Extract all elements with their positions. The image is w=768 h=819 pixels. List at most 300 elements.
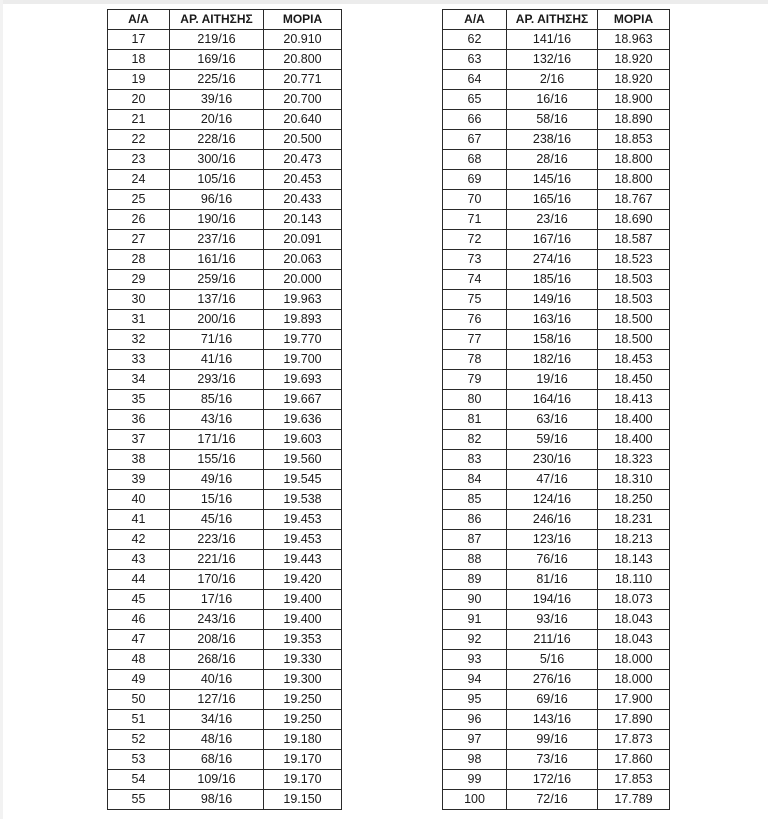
cell-points: 18.453 bbox=[598, 350, 670, 370]
table-row bbox=[443, 770, 670, 790]
table-row bbox=[443, 750, 670, 770]
cell-points: 18.413 bbox=[598, 390, 670, 410]
page-left-edge bbox=[0, 0, 3, 819]
cell-serial-number: 47 bbox=[108, 630, 170, 650]
cell-serial-number: 91 bbox=[443, 610, 507, 630]
cell-serial-number: 35 bbox=[108, 390, 170, 410]
table-row bbox=[108, 90, 342, 110]
table-row bbox=[108, 790, 342, 810]
cell-application-number: 161/16 bbox=[170, 250, 264, 270]
cell-points: 19.538 bbox=[264, 490, 342, 510]
cell-serial-number: 79 bbox=[443, 370, 507, 390]
cell-points: 19.560 bbox=[264, 450, 342, 470]
table-row bbox=[108, 290, 342, 310]
cell-serial-number: 33 bbox=[108, 350, 170, 370]
cell-points: 19.453 bbox=[264, 530, 342, 550]
cell-points: 18.143 bbox=[598, 550, 670, 570]
cell-serial-number: 84 bbox=[443, 470, 507, 490]
cell-serial-number: 75 bbox=[443, 290, 507, 310]
cell-serial-number: 62 bbox=[443, 30, 507, 50]
cell-points: 17.890 bbox=[598, 710, 670, 730]
cell-points: 19.603 bbox=[264, 430, 342, 450]
cell-serial-number: 27 bbox=[108, 230, 170, 250]
cell-serial-number: 36 bbox=[108, 410, 170, 430]
cell-application-number: 98/16 bbox=[170, 790, 264, 810]
cell-application-number: 127/16 bbox=[170, 690, 264, 710]
cell-application-number: 105/16 bbox=[170, 170, 264, 190]
table-row bbox=[108, 330, 342, 350]
cell-serial-number: 20 bbox=[108, 90, 170, 110]
cell-application-number: 23/16 bbox=[507, 210, 598, 230]
cell-points: 19.400 bbox=[264, 610, 342, 630]
header-serial-number: Α/Α bbox=[108, 10, 170, 30]
cell-points: 18.963 bbox=[598, 30, 670, 50]
cell-application-number: 49/16 bbox=[170, 470, 264, 490]
cell-points: 19.893 bbox=[264, 310, 342, 330]
table-row bbox=[443, 210, 670, 230]
cell-serial-number: 63 bbox=[443, 50, 507, 70]
cell-points: 17.789 bbox=[598, 790, 670, 810]
cell-application-number: 163/16 bbox=[507, 310, 598, 330]
cell-points: 18.500 bbox=[598, 330, 670, 350]
table-row bbox=[108, 430, 342, 450]
cell-serial-number: 98 bbox=[443, 750, 507, 770]
cell-points: 20.143 bbox=[264, 210, 342, 230]
table-row bbox=[443, 590, 670, 610]
cell-application-number: 45/16 bbox=[170, 510, 264, 530]
cell-points: 18.110 bbox=[598, 570, 670, 590]
cell-application-number: 219/16 bbox=[170, 30, 264, 50]
cell-points: 18.250 bbox=[598, 490, 670, 510]
cell-points: 19.250 bbox=[264, 690, 342, 710]
cell-serial-number: 82 bbox=[443, 430, 507, 450]
cell-serial-number: 24 bbox=[108, 170, 170, 190]
table-row bbox=[108, 410, 342, 430]
cell-serial-number: 52 bbox=[108, 730, 170, 750]
cell-application-number: 172/16 bbox=[507, 770, 598, 790]
cell-points: 18.920 bbox=[598, 70, 670, 90]
cell-application-number: 164/16 bbox=[507, 390, 598, 410]
cell-serial-number: 67 bbox=[443, 130, 507, 150]
cell-points: 18.800 bbox=[598, 170, 670, 190]
cell-application-number: 259/16 bbox=[170, 270, 264, 290]
table-row bbox=[443, 450, 670, 470]
table-row bbox=[108, 530, 342, 550]
table-row bbox=[108, 730, 342, 750]
cell-points: 19.353 bbox=[264, 630, 342, 650]
cell-serial-number: 22 bbox=[108, 130, 170, 150]
cell-points: 18.400 bbox=[598, 430, 670, 450]
table-row bbox=[108, 250, 342, 270]
cell-application-number: 208/16 bbox=[170, 630, 264, 650]
cell-application-number: 2/16 bbox=[507, 70, 598, 90]
cell-serial-number: 32 bbox=[108, 330, 170, 350]
cell-application-number: 59/16 bbox=[507, 430, 598, 450]
cell-application-number: 167/16 bbox=[507, 230, 598, 250]
cell-points: 18.523 bbox=[598, 250, 670, 270]
cell-application-number: 293/16 bbox=[170, 370, 264, 390]
table-row bbox=[443, 130, 670, 150]
cell-application-number: 34/16 bbox=[170, 710, 264, 730]
table-row bbox=[108, 750, 342, 770]
table-row bbox=[108, 310, 342, 330]
cell-serial-number: 90 bbox=[443, 590, 507, 610]
table-row bbox=[108, 630, 342, 650]
cell-points: 20.800 bbox=[264, 50, 342, 70]
table-row bbox=[443, 70, 670, 90]
table-row bbox=[443, 170, 670, 190]
cell-serial-number: 70 bbox=[443, 190, 507, 210]
cell-points: 19.636 bbox=[264, 410, 342, 430]
cell-points: 20.771 bbox=[264, 70, 342, 90]
cell-points: 20.091 bbox=[264, 230, 342, 250]
cell-serial-number: 40 bbox=[108, 490, 170, 510]
cell-application-number: 165/16 bbox=[507, 190, 598, 210]
table-row bbox=[443, 550, 670, 570]
table-row bbox=[108, 110, 342, 130]
cell-serial-number: 46 bbox=[108, 610, 170, 630]
cell-application-number: 170/16 bbox=[170, 570, 264, 590]
table-row bbox=[108, 210, 342, 230]
cell-serial-number: 92 bbox=[443, 630, 507, 650]
cell-points: 18.310 bbox=[598, 470, 670, 490]
table-row bbox=[443, 430, 670, 450]
cell-serial-number: 68 bbox=[443, 150, 507, 170]
ranking-table-right bbox=[442, 9, 670, 810]
cell-points: 18.900 bbox=[598, 90, 670, 110]
cell-serial-number: 25 bbox=[108, 190, 170, 210]
table-row bbox=[443, 190, 670, 210]
cell-serial-number: 51 bbox=[108, 710, 170, 730]
table-row bbox=[108, 230, 342, 250]
table-row bbox=[443, 570, 670, 590]
table-row bbox=[108, 590, 342, 610]
cell-application-number: 58/16 bbox=[507, 110, 598, 130]
cell-points: 19.300 bbox=[264, 670, 342, 690]
table-row bbox=[443, 270, 670, 290]
table-body-left bbox=[108, 30, 342, 810]
cell-application-number: 28/16 bbox=[507, 150, 598, 170]
cell-points: 19.330 bbox=[264, 650, 342, 670]
cell-serial-number: 94 bbox=[443, 670, 507, 690]
cell-application-number: 223/16 bbox=[170, 530, 264, 550]
table-row bbox=[108, 650, 342, 670]
cell-application-number: 5/16 bbox=[507, 650, 598, 670]
table-row bbox=[443, 310, 670, 330]
cell-application-number: 190/16 bbox=[170, 210, 264, 230]
cell-points: 18.213 bbox=[598, 530, 670, 550]
table-row bbox=[443, 490, 670, 510]
cell-application-number: 40/16 bbox=[170, 670, 264, 690]
table-row bbox=[108, 170, 342, 190]
cell-points: 19.693 bbox=[264, 370, 342, 390]
cell-application-number: 68/16 bbox=[170, 750, 264, 770]
cell-points: 18.587 bbox=[598, 230, 670, 250]
cell-application-number: 96/16 bbox=[170, 190, 264, 210]
cell-points: 18.690 bbox=[598, 210, 670, 230]
table-row bbox=[108, 70, 342, 90]
table-row bbox=[443, 690, 670, 710]
cell-points: 18.500 bbox=[598, 310, 670, 330]
table-row bbox=[443, 410, 670, 430]
table-row bbox=[443, 390, 670, 410]
cell-points: 17.853 bbox=[598, 770, 670, 790]
cell-points: 18.043 bbox=[598, 630, 670, 650]
table-row bbox=[443, 230, 670, 250]
cell-application-number: 268/16 bbox=[170, 650, 264, 670]
cell-points: 20.700 bbox=[264, 90, 342, 110]
cell-points: 17.873 bbox=[598, 730, 670, 750]
header-application-number: ΑΡ. ΑΙΤΗΣΗΣ bbox=[170, 10, 264, 30]
cell-serial-number: 18 bbox=[108, 50, 170, 70]
table-row bbox=[443, 630, 670, 650]
cell-application-number: 145/16 bbox=[507, 170, 598, 190]
cell-application-number: 47/16 bbox=[507, 470, 598, 490]
table-row bbox=[443, 290, 670, 310]
cell-points: 17.900 bbox=[598, 690, 670, 710]
cell-application-number: 141/16 bbox=[507, 30, 598, 50]
cell-application-number: 43/16 bbox=[170, 410, 264, 430]
cell-application-number: 73/16 bbox=[507, 750, 598, 770]
cell-serial-number: 83 bbox=[443, 450, 507, 470]
cell-serial-number: 74 bbox=[443, 270, 507, 290]
cell-points: 17.860 bbox=[598, 750, 670, 770]
table-row bbox=[443, 150, 670, 170]
cell-application-number: 48/16 bbox=[170, 730, 264, 750]
cell-points: 20.063 bbox=[264, 250, 342, 270]
cell-points: 19.420 bbox=[264, 570, 342, 590]
cell-serial-number: 43 bbox=[108, 550, 170, 570]
cell-points: 18.450 bbox=[598, 370, 670, 390]
cell-points: 20.910 bbox=[264, 30, 342, 50]
cell-serial-number: 31 bbox=[108, 310, 170, 330]
table-row bbox=[443, 250, 670, 270]
cell-application-number: 72/16 bbox=[507, 790, 598, 810]
cell-points: 18.000 bbox=[598, 650, 670, 670]
table-row bbox=[108, 30, 342, 50]
cell-serial-number: 80 bbox=[443, 390, 507, 410]
cell-application-number: 124/16 bbox=[507, 490, 598, 510]
cell-application-number: 137/16 bbox=[170, 290, 264, 310]
cell-serial-number: 77 bbox=[443, 330, 507, 350]
cell-application-number: 149/16 bbox=[507, 290, 598, 310]
cell-points: 19.170 bbox=[264, 750, 342, 770]
cell-application-number: 69/16 bbox=[507, 690, 598, 710]
table-row bbox=[108, 130, 342, 150]
cell-points: 19.667 bbox=[264, 390, 342, 410]
table-row bbox=[443, 50, 670, 70]
table-row bbox=[443, 330, 670, 350]
cell-serial-number: 96 bbox=[443, 710, 507, 730]
table-row bbox=[443, 650, 670, 670]
table-row bbox=[108, 270, 342, 290]
cell-points: 19.250 bbox=[264, 710, 342, 730]
cell-application-number: 71/16 bbox=[170, 330, 264, 350]
cell-serial-number: 99 bbox=[443, 770, 507, 790]
cell-serial-number: 69 bbox=[443, 170, 507, 190]
table-row bbox=[443, 350, 670, 370]
cell-points: 18.231 bbox=[598, 510, 670, 530]
cell-points: 20.433 bbox=[264, 190, 342, 210]
cell-points: 19.700 bbox=[264, 350, 342, 370]
table-row bbox=[108, 710, 342, 730]
cell-serial-number: 89 bbox=[443, 570, 507, 590]
cell-serial-number: 28 bbox=[108, 250, 170, 270]
cell-serial-number: 41 bbox=[108, 510, 170, 530]
table-row bbox=[108, 770, 342, 790]
cell-application-number: 182/16 bbox=[507, 350, 598, 370]
table-row bbox=[443, 510, 670, 530]
cell-points: 20.453 bbox=[264, 170, 342, 190]
cell-application-number: 76/16 bbox=[507, 550, 598, 570]
cell-serial-number: 100 bbox=[443, 790, 507, 810]
cell-application-number: 300/16 bbox=[170, 150, 264, 170]
table-row bbox=[108, 690, 342, 710]
cell-application-number: 200/16 bbox=[170, 310, 264, 330]
header-serial-number: Α/Α bbox=[443, 10, 507, 30]
cell-application-number: 221/16 bbox=[170, 550, 264, 570]
cell-points: 18.503 bbox=[598, 270, 670, 290]
cell-serial-number: 66 bbox=[443, 110, 507, 130]
table-row bbox=[108, 390, 342, 410]
cell-application-number: 238/16 bbox=[507, 130, 598, 150]
cell-application-number: 123/16 bbox=[507, 530, 598, 550]
cell-serial-number: 34 bbox=[108, 370, 170, 390]
cell-application-number: 39/16 bbox=[170, 90, 264, 110]
cell-serial-number: 45 bbox=[108, 590, 170, 610]
cell-serial-number: 37 bbox=[108, 430, 170, 450]
cell-serial-number: 65 bbox=[443, 90, 507, 110]
cell-points: 19.150 bbox=[264, 790, 342, 810]
table-row bbox=[443, 670, 670, 690]
cell-application-number: 85/16 bbox=[170, 390, 264, 410]
table-row bbox=[108, 550, 342, 570]
cell-application-number: 237/16 bbox=[170, 230, 264, 250]
cell-application-number: 211/16 bbox=[507, 630, 598, 650]
cell-serial-number: 81 bbox=[443, 410, 507, 430]
table-row bbox=[108, 670, 342, 690]
cell-application-number: 20/16 bbox=[170, 110, 264, 130]
cell-points: 18.767 bbox=[598, 190, 670, 210]
cell-serial-number: 26 bbox=[108, 210, 170, 230]
cell-application-number: 93/16 bbox=[507, 610, 598, 630]
table-row bbox=[108, 150, 342, 170]
cell-points: 18.800 bbox=[598, 150, 670, 170]
cell-serial-number: 87 bbox=[443, 530, 507, 550]
table-row bbox=[443, 470, 670, 490]
cell-serial-number: 21 bbox=[108, 110, 170, 130]
cell-points: 18.043 bbox=[598, 610, 670, 630]
cell-serial-number: 54 bbox=[108, 770, 170, 790]
cell-serial-number: 48 bbox=[108, 650, 170, 670]
table-row bbox=[443, 30, 670, 50]
cell-points: 18.890 bbox=[598, 110, 670, 130]
cell-serial-number: 29 bbox=[108, 270, 170, 290]
cell-application-number: 17/16 bbox=[170, 590, 264, 610]
cell-serial-number: 93 bbox=[443, 650, 507, 670]
cell-application-number: 16/16 bbox=[507, 90, 598, 110]
table-row bbox=[108, 470, 342, 490]
cell-serial-number: 64 bbox=[443, 70, 507, 90]
table-row bbox=[443, 530, 670, 550]
cell-serial-number: 95 bbox=[443, 690, 507, 710]
cell-points: 18.503 bbox=[598, 290, 670, 310]
cell-application-number: 81/16 bbox=[507, 570, 598, 590]
cell-points: 20.640 bbox=[264, 110, 342, 130]
table-row bbox=[108, 190, 342, 210]
cell-serial-number: 49 bbox=[108, 670, 170, 690]
cell-points: 18.853 bbox=[598, 130, 670, 150]
cell-points: 19.443 bbox=[264, 550, 342, 570]
table-row bbox=[443, 370, 670, 390]
cell-serial-number: 86 bbox=[443, 510, 507, 530]
cell-serial-number: 76 bbox=[443, 310, 507, 330]
cell-serial-number: 44 bbox=[108, 570, 170, 590]
cell-points: 20.473 bbox=[264, 150, 342, 170]
table-body-right bbox=[443, 30, 670, 810]
cell-application-number: 15/16 bbox=[170, 490, 264, 510]
table-row bbox=[443, 790, 670, 810]
page-top-edge bbox=[0, 0, 768, 4]
table-row bbox=[108, 450, 342, 470]
cell-serial-number: 71 bbox=[443, 210, 507, 230]
cell-points: 18.400 bbox=[598, 410, 670, 430]
header-points: ΜΟΡΙΑ bbox=[598, 10, 670, 30]
table-row bbox=[108, 50, 342, 70]
cell-application-number: 99/16 bbox=[507, 730, 598, 750]
table-row bbox=[443, 730, 670, 750]
cell-points: 18.073 bbox=[598, 590, 670, 610]
cell-application-number: 194/16 bbox=[507, 590, 598, 610]
cell-application-number: 41/16 bbox=[170, 350, 264, 370]
cell-serial-number: 88 bbox=[443, 550, 507, 570]
table-row bbox=[108, 610, 342, 630]
cell-application-number: 276/16 bbox=[507, 670, 598, 690]
cell-serial-number: 38 bbox=[108, 450, 170, 470]
cell-serial-number: 85 bbox=[443, 490, 507, 510]
cell-points: 20.000 bbox=[264, 270, 342, 290]
cell-serial-number: 50 bbox=[108, 690, 170, 710]
cell-points: 19.180 bbox=[264, 730, 342, 750]
cell-points: 19.453 bbox=[264, 510, 342, 530]
table-row bbox=[108, 490, 342, 510]
cell-serial-number: 19 bbox=[108, 70, 170, 90]
table-row bbox=[108, 370, 342, 390]
cell-application-number: 243/16 bbox=[170, 610, 264, 630]
table-row bbox=[443, 610, 670, 630]
cell-points: 18.000 bbox=[598, 670, 670, 690]
cell-points: 19.963 bbox=[264, 290, 342, 310]
header-row bbox=[443, 10, 670, 30]
cell-points: 19.545 bbox=[264, 470, 342, 490]
cell-application-number: 246/16 bbox=[507, 510, 598, 530]
table-row bbox=[443, 90, 670, 110]
cell-serial-number: 17 bbox=[108, 30, 170, 50]
cell-points: 18.323 bbox=[598, 450, 670, 470]
cell-application-number: 185/16 bbox=[507, 270, 598, 290]
cell-serial-number: 23 bbox=[108, 150, 170, 170]
header-application-number: ΑΡ. ΑΙΤΗΣΗΣ bbox=[507, 10, 598, 30]
cell-application-number: 143/16 bbox=[507, 710, 598, 730]
cell-application-number: 132/16 bbox=[507, 50, 598, 70]
cell-application-number: 171/16 bbox=[170, 430, 264, 450]
cell-application-number: 109/16 bbox=[170, 770, 264, 790]
cell-serial-number: 97 bbox=[443, 730, 507, 750]
cell-application-number: 158/16 bbox=[507, 330, 598, 350]
table-row bbox=[108, 570, 342, 590]
table-row bbox=[108, 350, 342, 370]
cell-points: 19.770 bbox=[264, 330, 342, 350]
